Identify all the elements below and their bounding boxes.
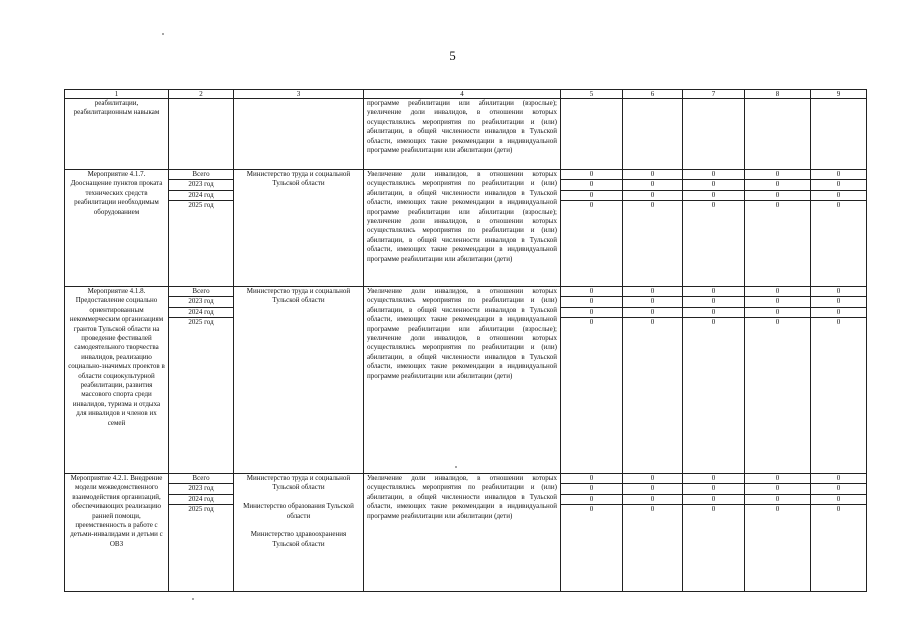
value-cell: [745, 287, 811, 474]
value-cell: [745, 474, 811, 592]
value-cell: [561, 287, 623, 474]
value-cell: [561, 99, 623, 170]
measure-name-cell: Мероприятие 4.1.7. Дооснащение пунктов проката технических средств реабилитации необходимым оборудованием: [65, 170, 169, 287]
column-number-header-row: [65, 90, 867, 99]
value: 0: [711, 505, 716, 514]
value: 0: [683, 170, 744, 180]
value: 0: [745, 170, 810, 180]
value: 0: [745, 495, 810, 505]
period-cell: [169, 474, 234, 592]
value-cell: [683, 287, 745, 474]
value: 0: [836, 201, 841, 210]
period-label: 2025 год: [188, 505, 214, 514]
value-cell: [745, 99, 811, 170]
period-label: 2023 год: [169, 297, 233, 307]
executor-name: Министерство труда и социальной Тульской области: [246, 474, 351, 492]
value: 0: [623, 287, 682, 297]
measure-name-cell: Мероприятие 4.1.8. Предоставление социально ориентированным некоммерческим организациям грантов Тульской области на проведение фестивалей самодеятельного творчества инвалидов, реализацию социально-значимых проектов в области социокультурной реабилитации, развития массового спорта среди инвалидов, туризма и отдыха для инвалидов и членов их семей: [65, 287, 169, 474]
value: 0: [561, 495, 622, 505]
value: 0: [683, 180, 744, 190]
column-header: 6: [623, 90, 683, 99]
value: 0: [650, 505, 655, 514]
value: 0: [623, 308, 682, 318]
value: 0: [811, 191, 866, 201]
executor-cell: [234, 474, 364, 592]
value: 0: [561, 180, 622, 190]
page-number: 5: [449, 48, 456, 63]
value-cell: [811, 287, 867, 474]
table-row: [65, 474, 867, 592]
value-cell: [811, 99, 867, 170]
value: 0: [836, 505, 841, 514]
period-label: 2023 год: [169, 180, 233, 190]
value: 0: [836, 318, 841, 327]
indicator-cell: Увеличение доли инвалидов, в отношении которых осуществлялись мероприятия по реабилитации и (или) абилитации, в общей численности инвалидов в Тульской области, имеющих такие рекомендации в индивидуальной программе реабилитации или абилитации (дети): [364, 474, 561, 592]
value-cell: [561, 474, 623, 592]
value-cell: [683, 474, 745, 592]
value: 0: [623, 495, 682, 505]
value: 0: [683, 308, 744, 318]
value: 0: [811, 474, 866, 484]
value: 0: [623, 191, 682, 201]
value: 0: [561, 484, 622, 494]
executor-name: Министерство здравоохранения Тульской области: [250, 530, 347, 548]
value: 0: [745, 297, 810, 307]
value: 0: [683, 191, 744, 201]
program-table: [64, 89, 867, 592]
value-cell: [811, 474, 867, 592]
column-header: 9: [811, 90, 867, 99]
value: 0: [745, 474, 810, 484]
value: 0: [623, 474, 682, 484]
period-label: 2025 год: [188, 201, 214, 210]
value: 0: [589, 318, 594, 327]
value: 0: [811, 308, 866, 318]
value: 0: [683, 495, 744, 505]
value: 0: [561, 308, 622, 318]
spacer: [238, 493, 359, 502]
value: 0: [811, 287, 866, 297]
value: 0: [561, 287, 622, 297]
value-cell: [623, 287, 683, 474]
value: 0: [650, 318, 655, 327]
executor-name: Министерство труда и социальной Тульской области: [246, 287, 351, 305]
value: 0: [775, 505, 780, 514]
value: 0: [683, 474, 744, 484]
value-cell: [683, 99, 745, 170]
period-label: 2024 год: [169, 308, 233, 318]
column-header: 2: [169, 90, 234, 99]
value-cell: [623, 99, 683, 170]
value: 0: [589, 201, 594, 210]
value: 0: [711, 201, 716, 210]
column-header: 5: [561, 90, 623, 99]
value: 0: [589, 505, 594, 514]
period-cell: [169, 170, 234, 287]
scan-speck: [162, 33, 164, 35]
value-cell: [561, 170, 623, 287]
indicator-cell: Увеличение доли инвалидов, в отношении которых осуществлялись мероприятия по реабилитации и (или) абилитации, в общей численности инвалидов в Тульской области, имеющих такие рекомендации в индивидуальной программе реабилитации или абилитации (взрослые); увеличение доли инвалидов, в отношении которых осуществлялись мероприятия по реабилитации и (или) абилитации, в общей численности инвалидов в Тульской области, имеющих такие рекомендации в индивидуальной программе реабилитации или абилитации (дети): [364, 287, 561, 474]
value: 0: [811, 495, 866, 505]
column-header: 7: [683, 90, 745, 99]
value-cell: [683, 170, 745, 287]
value: 0: [561, 170, 622, 180]
scan-speck: [455, 466, 457, 468]
period-cell: [169, 287, 234, 474]
measure-name-cell: реабилитации, реабилитационным навыкам: [65, 99, 169, 170]
value: 0: [811, 297, 866, 307]
period-label: Всего: [169, 170, 233, 180]
value-cell: [623, 170, 683, 287]
value: 0: [711, 318, 716, 327]
value: 0: [683, 287, 744, 297]
period-label: Всего: [169, 287, 233, 297]
executor-cell: [234, 170, 364, 287]
period-label: Всего: [169, 474, 233, 484]
value: 0: [745, 308, 810, 318]
indicator-cell: Увеличение доли инвалидов, в отношении которых осуществлялись мероприятия по реабилитации и (или) абилитации, в общей численности инвалидов в Тульской области, имеющих такие рекомендации в индивидуальной программе реабилитации или абилитации (взрослые); увеличение доли инвалидов, в отношении которых осуществлялись мероприятия по реабилитации и (или) абилитации, в общей численности инвалидов в Тульской области, имеющих такие рекомендации в индивидуальной программе реабилитации или абилитации (дети): [364, 170, 561, 287]
value: 0: [561, 191, 622, 201]
value: 0: [775, 201, 780, 210]
executor-name: Министерство образования Тульской области: [243, 502, 354, 520]
value: 0: [811, 170, 866, 180]
value-cell: [745, 170, 811, 287]
value: 0: [683, 484, 744, 494]
executor-cell: [234, 287, 364, 474]
period-label: 2024 год: [169, 495, 233, 505]
value: 0: [745, 287, 810, 297]
value: 0: [623, 180, 682, 190]
executor-name: Министерство труда и социальной Тульской области: [246, 170, 351, 188]
table-row: [65, 99, 867, 170]
column-header: 4: [364, 90, 561, 99]
scan-speck: [192, 598, 194, 600]
value: 0: [623, 170, 682, 180]
measure-name-cell: Мероприятие 4.2.1. Внедрение модели межведомственного взаимодействия организаций, обеспечивающих реализацию ранней помощи, преемственность в работе с детьми-инвалидами и детьми с ОВЗ: [65, 474, 169, 592]
value: 0: [650, 201, 655, 210]
value-cell: [811, 170, 867, 287]
column-header: 3: [234, 90, 364, 99]
column-header: 8: [745, 90, 811, 99]
column-header: 1: [65, 90, 169, 99]
table-row: [65, 287, 867, 474]
value: 0: [623, 484, 682, 494]
value: 0: [811, 484, 866, 494]
value: 0: [623, 297, 682, 307]
period-label: 2023 год: [169, 484, 233, 494]
value: 0: [745, 180, 810, 190]
value: 0: [561, 474, 622, 484]
period-label: 2024 год: [169, 191, 233, 201]
period-label: 2025 год: [188, 318, 214, 327]
value: 0: [811, 180, 866, 190]
executor-cell: [234, 99, 364, 170]
value: 0: [745, 191, 810, 201]
value: 0: [561, 297, 622, 307]
spacer: [238, 521, 359, 530]
table-row: [65, 170, 867, 287]
value: 0: [745, 484, 810, 494]
period-cell: [169, 99, 234, 170]
value-cell: [623, 474, 683, 592]
value: 0: [683, 297, 744, 307]
value: 0: [775, 318, 780, 327]
indicator-cell: программе реабилитации или абилитации (взрослые); увеличение доли инвалидов, в отношении которых осуществлялись мероприятия по реабилитации и (или) абилитации, в общей численности инвалидов в Тульской области, имеющих такие рекомендации в индивидуальной программе реабилитации или абилитации (дети): [364, 99, 561, 170]
